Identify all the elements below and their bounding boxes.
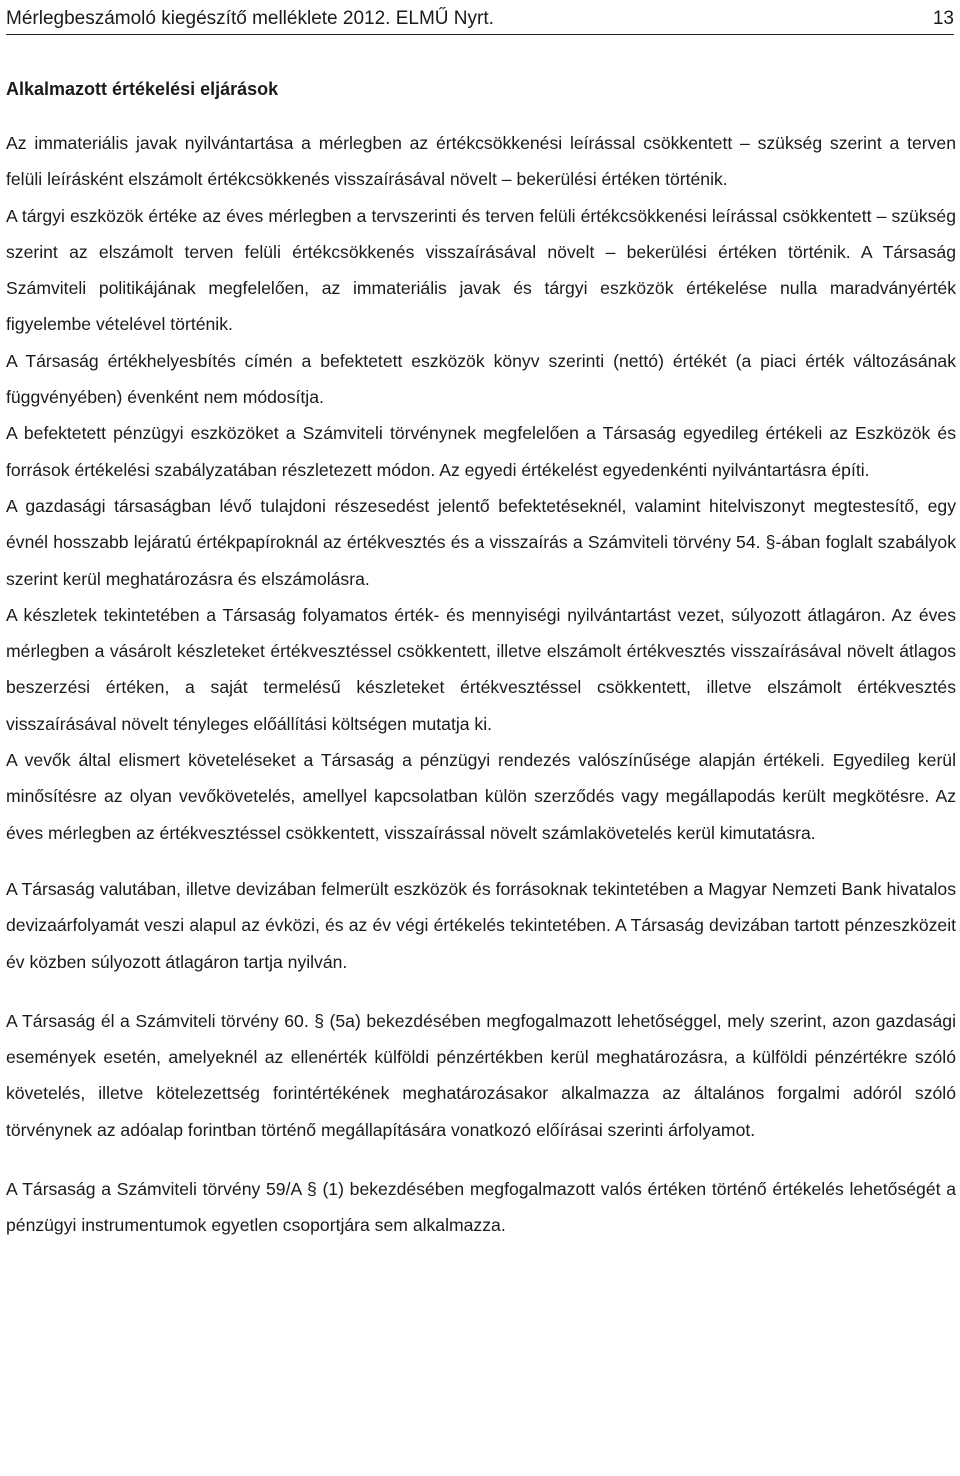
- paragraph-intangible-assets: Az immateriális javak nyilvántartása a mérlegben az értékcsökkenési leírással csökkentett – szükség szerint a terven felüli leírásként elszámolt értékcsökkenés visszaírásával növelt – bekerülési értéken történik.: [6, 133, 956, 190]
- paragraph-vat-exchange-rate: A Társaság él a Számviteli törvény 60. § (5a) bekezdésében megfogalmazott lehetőséggel, mely szerint, azon gazdasági események esetén, amelyeknél az ellenérték külföldi pénzértékben kerül meghatározásra, a külföldi pénzértékre szóló követelés, illetve kötelezettség forintértékének meghatározásakor alkalmazza az általános forgalmi adóról szóló törvénynek az adóalap forintban történő megállapítására vonatkozó előírásai szerinti árfolyamot.: [6, 1010, 956, 1140]
- paragraph-receivables: A vevők által elismert követeléseket a Társaság a pénzügyi rendezés valószínűsége alapján értékeli. Egyedileg kerül minősítésre az olyan vevőkövetelés, amellyel kapcsolatban külön szerződés vagy megállapodás került megkötésre. Az éves mérlegben az értékvesztéssel csökkentett, visszaírással növelt számlakövetelés kerül kimutatásra.: [6, 750, 956, 843]
- paragraph-spacer: [6, 1148, 956, 1171]
- section-title: Alkalmazott értékelési eljárások: [6, 79, 279, 99]
- paragraph-participations: A gazdasági társaságban lévő tulajdoni részesedést jelentő befektetéseknél, valamint hitelviszonyt megtestesítő, egy évnél hosszabb lejáratú értékpapíroknál az értékvesztés és a visszaírás a Számviteli törvény 54. §-ában foglalt szabályok szerint kerül meghatározásra és elszámolásra.: [6, 495, 956, 589]
- paragraph-spacer: [6, 980, 956, 1003]
- page-number: 13: [932, 8, 954, 29]
- paragraph-fair-value: A Társaság a Számviteli törvény 59/A § (1) bekezdésében megfogalmazott valós értéken történő értékelés lehetőségét a pénzügyi instrumentumok egyetlen csoportjára sem alkalmazza.: [6, 1179, 956, 1236]
- paragraph-spacer: [6, 851, 956, 871]
- header-title: Mérlegbeszámoló kiegészítő melléklete 2012. ELMŰ Nyrt.: [6, 8, 494, 29]
- paragraph-inventories: A készletek tekintetében a Társaság folyamatos érték- és mennyiségi nyilvántartást vezet, súlyozott átlagáron. Az éves mérlegben a vásárolt készleteket értékvesztéssel csökkentett, illetve elszámolt értékvesztés visszaírásával növelt átlagos beszerzési értéken, a saját termelésű készleteket értékvesztéssel csökkentett, illetve elszámolt értékvesztés visszaírásával növelt tényleges előállítási költségen mutatja ki.: [6, 604, 956, 734]
- paragraph-financial-assets: A befektetett pénzügyi eszközöket a Számviteli törvénynek megfelelően a Társaság egyedileg értékeli az Eszközök és források értékelési szabályzatában részletezett módon. Az egyedi értékelést egyedenkénti nyilvántartásra építi.: [6, 423, 956, 480]
- page-header: [6, 4, 954, 35]
- paragraph-foreign-currency: A Társaság valutában, illetve devizában felmerült eszközök és forrásoknak tekintetében a Magyar Nemzeti Bank hivatalos devizaárfolyamát veszi alapul az évközi, és az év végi értékelés tekintetében. A Társaság devizában tartott pénzeszközeit év közben súlyozott átlagáron tartja nyilván.: [6, 878, 956, 972]
- paragraph-revaluation: A Társaság értékhelyesbítés címén a befektetett eszközök könyv szerinti (nettó) értékét (a piaci érték változásának függvényében) évenként nem módosítja.: [6, 350, 956, 408]
- document-body: [6, 72, 956, 1244]
- paragraph-tangible-assets: A tárgyi eszközök értéke az éves mérlegben a tervszerinti és terven felüli értékcsökkenési leírással csökkentett – szükség szerint az elszámolt terven felüli értékcsökkenés visszaírásával növelt – bekerülési értéken történik. A Társaság Számviteli politikájának megfelelően, az immateriális javak és tárgyi eszközök értékelése nulla maradványérték figyelembe vételével történik.: [6, 205, 956, 335]
